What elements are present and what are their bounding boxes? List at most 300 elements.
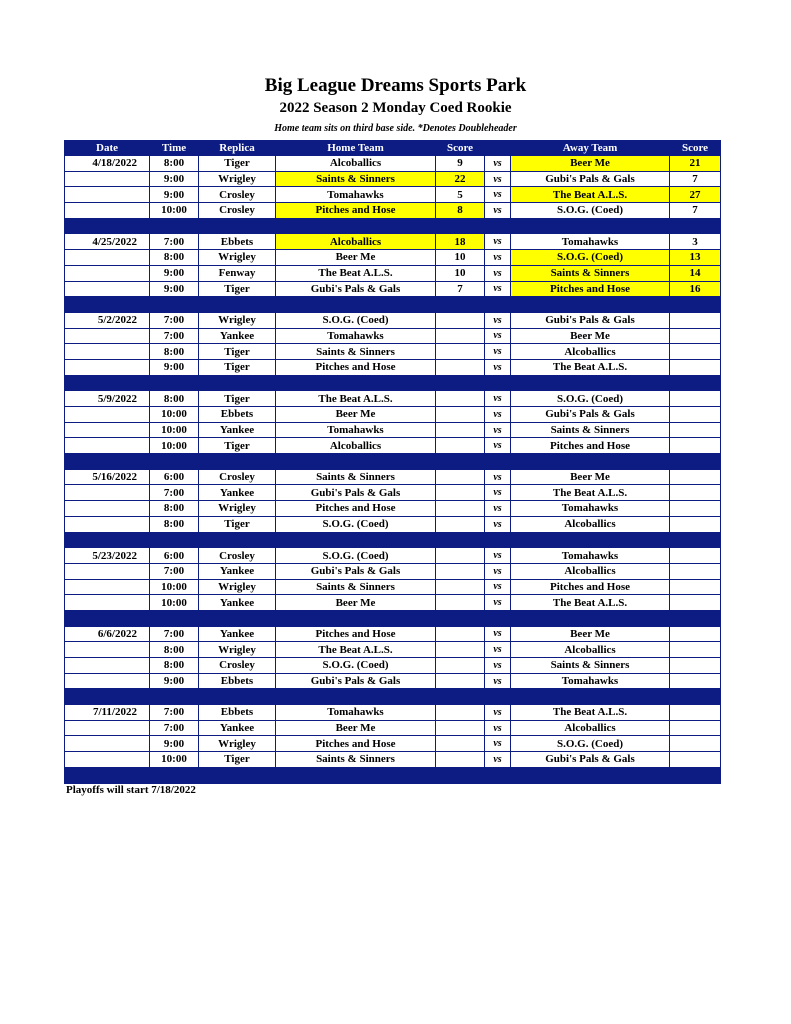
game-date: 5/9/2022 (65, 391, 150, 407)
game-time: 9:00 (150, 187, 199, 203)
separator-cell (485, 767, 511, 783)
home-score (436, 485, 485, 501)
separator-cell (485, 297, 511, 313)
away-team: Saints & Sinners (511, 658, 670, 674)
home-score: 5 (436, 187, 485, 203)
home-team: Gubi's Pals & Gals (276, 281, 436, 297)
home-team: Beer Me (276, 595, 436, 611)
away-team: Tomahawks (511, 548, 670, 564)
game-field: Wrigley (199, 501, 276, 517)
separator-cell (511, 454, 670, 470)
separator-cell (670, 767, 721, 783)
game-time: 9:00 (150, 359, 199, 375)
game-time: 9:00 (150, 736, 199, 752)
home-score (436, 563, 485, 579)
away-team: Tomahawks (511, 501, 670, 517)
home-score (436, 501, 485, 517)
table-row (65, 391, 721, 407)
away-team: Gubi's Pals & Gals (511, 171, 670, 187)
separator-cell (199, 297, 276, 313)
game-field: Fenway (199, 265, 276, 281)
game-time: 8:00 (150, 156, 199, 172)
vs-label: vs (485, 658, 511, 674)
game-date (65, 407, 150, 423)
separator-cell (199, 767, 276, 783)
away-score (670, 344, 721, 360)
game-time: 7:00 (150, 626, 199, 642)
game-field: Tiger (199, 359, 276, 375)
separator-cell (485, 375, 511, 391)
table-row (65, 736, 721, 752)
week-separator-row (65, 767, 721, 783)
away-team: The Beat A.L.S. (511, 705, 670, 721)
home-team: Saints & Sinners (276, 579, 436, 595)
home-score (436, 705, 485, 721)
game-field: Yankee (199, 422, 276, 438)
home-score (436, 752, 485, 768)
away-team: The Beat A.L.S. (511, 485, 670, 501)
home-team: Alcoballics (276, 438, 436, 454)
home-score (436, 626, 485, 642)
week-separator-row (65, 454, 721, 470)
away-score (670, 720, 721, 736)
away-team: Gubi's Pals & Gals (511, 312, 670, 328)
week-separator-row (65, 610, 721, 626)
game-time: 9:00 (150, 281, 199, 297)
separator-cell (276, 375, 436, 391)
away-team: Saints & Sinners (511, 265, 670, 281)
game-field: Crosley (199, 203, 276, 219)
separator-cell (485, 218, 511, 234)
separator-cell (670, 532, 721, 548)
separator-cell (670, 454, 721, 470)
game-date (65, 328, 150, 344)
vs-label: vs (485, 516, 511, 532)
game-date (65, 642, 150, 658)
schedule-table (64, 140, 721, 784)
game-date (65, 501, 150, 517)
separator-cell (485, 454, 511, 470)
home-team: The Beat A.L.S. (276, 642, 436, 658)
home-score (436, 422, 485, 438)
col-header-vs (485, 141, 511, 156)
away-team: The Beat A.L.S. (511, 359, 670, 375)
game-date (65, 344, 150, 360)
away-team: S.O.G. (Coed) (511, 736, 670, 752)
home-team: Pitches and Hose (276, 736, 436, 752)
home-score: 18 (436, 234, 485, 250)
away-team: Alcoballics (511, 563, 670, 579)
home-team: Alcoballics (276, 234, 436, 250)
game-time: 8:00 (150, 516, 199, 532)
col-header-replica: Replica (199, 141, 276, 156)
table-row (65, 359, 721, 375)
week-separator-row (65, 532, 721, 548)
separator-cell (436, 454, 485, 470)
table-row (65, 501, 721, 517)
home-score (436, 391, 485, 407)
col-header-home-score: Score (436, 141, 485, 156)
separator-cell (436, 689, 485, 705)
game-date (65, 187, 150, 203)
game-date (65, 281, 150, 297)
separator-cell (511, 532, 670, 548)
separator-cell (670, 218, 721, 234)
vs-label: vs (485, 312, 511, 328)
game-time: 10:00 (150, 203, 199, 219)
game-field: Wrigley (199, 312, 276, 328)
away-team: Pitches and Hose (511, 438, 670, 454)
game-time: 9:00 (150, 265, 199, 281)
game-time: 6:00 (150, 469, 199, 485)
game-field: Ebbets (199, 673, 276, 689)
separator-cell (65, 218, 150, 234)
game-time: 10:00 (150, 579, 199, 595)
home-score (436, 642, 485, 658)
away-score: 7 (670, 203, 721, 219)
away-team: Beer Me (511, 328, 670, 344)
separator-cell (511, 689, 670, 705)
away-score (670, 328, 721, 344)
game-date: 7/11/2022 (65, 705, 150, 721)
away-score (670, 485, 721, 501)
separator-cell (485, 610, 511, 626)
game-date (65, 438, 150, 454)
home-team: S.O.G. (Coed) (276, 516, 436, 532)
table-row (65, 658, 721, 674)
game-date (65, 595, 150, 611)
table-row (65, 705, 721, 721)
home-team: Pitches and Hose (276, 359, 436, 375)
separator-cell (65, 454, 150, 470)
home-team: S.O.G. (Coed) (276, 548, 436, 564)
away-score (670, 563, 721, 579)
away-team: Gubi's Pals & Gals (511, 407, 670, 423)
away-score (670, 469, 721, 485)
table-row (65, 720, 721, 736)
separator-cell (436, 532, 485, 548)
game-time: 7:00 (150, 328, 199, 344)
vs-label: vs (485, 234, 511, 250)
table-row (65, 171, 721, 187)
home-team: Saints & Sinners (276, 344, 436, 360)
away-team: Alcoballics (511, 720, 670, 736)
game-time: 8:00 (150, 344, 199, 360)
game-time: 8:00 (150, 391, 199, 407)
home-score (436, 673, 485, 689)
away-team: Gubi's Pals & Gals (511, 752, 670, 768)
game-field: Crosley (199, 469, 276, 485)
table-row (65, 187, 721, 203)
table-row (65, 595, 721, 611)
vs-label: vs (485, 595, 511, 611)
separator-cell (511, 767, 670, 783)
table-row (65, 407, 721, 423)
game-field: Ebbets (199, 407, 276, 423)
game-field: Wrigley (199, 250, 276, 266)
game-time: 10:00 (150, 752, 199, 768)
separator-cell (276, 218, 436, 234)
away-team: Beer Me (511, 469, 670, 485)
away-score (670, 705, 721, 721)
vs-label: vs (485, 548, 511, 564)
game-field: Wrigley (199, 642, 276, 658)
separator-cell (199, 689, 276, 705)
away-score (670, 407, 721, 423)
game-date (65, 563, 150, 579)
vs-label: vs (485, 626, 511, 642)
home-score (436, 579, 485, 595)
game-field: Yankee (199, 485, 276, 501)
game-time: 7:00 (150, 234, 199, 250)
separator-cell (436, 297, 485, 313)
separator-cell (150, 610, 199, 626)
col-header-away-score: Score (670, 141, 721, 156)
game-time: 7:00 (150, 485, 199, 501)
vs-label: vs (485, 281, 511, 297)
separator-cell (150, 375, 199, 391)
home-team: Tomahawks (276, 328, 436, 344)
home-score (436, 516, 485, 532)
home-team: Gubi's Pals & Gals (276, 485, 436, 501)
away-team: Alcoballics (511, 642, 670, 658)
game-date (65, 422, 150, 438)
vs-label: vs (485, 187, 511, 203)
separator-cell (199, 610, 276, 626)
game-date (65, 720, 150, 736)
table-row (65, 203, 721, 219)
game-field: Ebbets (199, 705, 276, 721)
separator-cell (150, 767, 199, 783)
separator-cell (199, 532, 276, 548)
home-score (436, 438, 485, 454)
game-date: 5/23/2022 (65, 548, 150, 564)
away-score: 13 (670, 250, 721, 266)
game-field: Tiger (199, 752, 276, 768)
table-row (65, 642, 721, 658)
separator-cell (150, 218, 199, 234)
separator-cell (150, 532, 199, 548)
away-team: Alcoballics (511, 516, 670, 532)
game-time: 6:00 (150, 548, 199, 564)
game-time: 8:00 (150, 501, 199, 517)
game-field: Tiger (199, 281, 276, 297)
table-row (65, 344, 721, 360)
home-score (436, 595, 485, 611)
vs-label: vs (485, 642, 511, 658)
home-team: Beer Me (276, 250, 436, 266)
table-row (65, 422, 721, 438)
away-team: S.O.G. (Coed) (511, 203, 670, 219)
game-date (65, 203, 150, 219)
separator-cell (670, 375, 721, 391)
away-score: 21 (670, 156, 721, 172)
game-date: 4/18/2022 (65, 156, 150, 172)
page-subtitle: 2022 Season 2 Monday Coed Rookie (279, 100, 512, 116)
vs-label: vs (485, 359, 511, 375)
vs-label: vs (485, 265, 511, 281)
game-field: Yankee (199, 626, 276, 642)
game-time: 8:00 (150, 642, 199, 658)
table-row (65, 579, 721, 595)
vs-label: vs (485, 171, 511, 187)
separator-cell (65, 689, 150, 705)
vs-label: vs (485, 720, 511, 736)
week-separator-row (65, 375, 721, 391)
away-team: Beer Me (511, 156, 670, 172)
vs-label: vs (485, 422, 511, 438)
game-date (65, 485, 150, 501)
home-team: Saints & Sinners (276, 171, 436, 187)
vs-label: vs (485, 407, 511, 423)
separator-cell (436, 610, 485, 626)
vs-label: vs (485, 563, 511, 579)
separator-cell (276, 297, 436, 313)
separator-cell (65, 532, 150, 548)
away-team: The Beat A.L.S. (511, 187, 670, 203)
home-score (436, 548, 485, 564)
separator-cell (276, 610, 436, 626)
vs-label: vs (485, 736, 511, 752)
game-date (65, 579, 150, 595)
game-field: Wrigley (199, 579, 276, 595)
away-score: 3 (670, 234, 721, 250)
away-score (670, 752, 721, 768)
home-team: Gubi's Pals & Gals (276, 563, 436, 579)
home-team: The Beat A.L.S. (276, 391, 436, 407)
game-date: 6/6/2022 (65, 626, 150, 642)
separator-cell (485, 689, 511, 705)
away-team: The Beat A.L.S. (511, 595, 670, 611)
game-date: 5/16/2022 (65, 469, 150, 485)
table-row (65, 469, 721, 485)
game-date (65, 516, 150, 532)
page-title: Big League Dreams Sports Park (264, 75, 527, 96)
away-score (670, 501, 721, 517)
separator-cell (485, 532, 511, 548)
game-field: Ebbets (199, 234, 276, 250)
footer-note: Playoffs will start 7/18/2022 (66, 784, 196, 796)
vs-label: vs (485, 501, 511, 517)
game-date (65, 736, 150, 752)
game-time: 10:00 (150, 438, 199, 454)
game-field: Tiger (199, 516, 276, 532)
home-team: Saints & Sinners (276, 752, 436, 768)
table-row (65, 626, 721, 642)
away-team: S.O.G. (Coed) (511, 250, 670, 266)
vs-label: vs (485, 391, 511, 407)
away-team: Beer Me (511, 626, 670, 642)
separator-cell (150, 454, 199, 470)
away-score (670, 359, 721, 375)
separator-cell (511, 375, 670, 391)
table-row (65, 234, 721, 250)
separator-cell (436, 218, 485, 234)
game-date: 4/25/2022 (65, 234, 150, 250)
separator-cell (276, 532, 436, 548)
separator-cell (199, 218, 276, 234)
away-team: Pitches and Hose (511, 281, 670, 297)
away-score (670, 312, 721, 328)
separator-cell (670, 610, 721, 626)
home-team: Beer Me (276, 720, 436, 736)
separator-cell (65, 767, 150, 783)
game-field: Yankee (199, 563, 276, 579)
col-header-date: Date (65, 141, 150, 156)
separator-cell (670, 689, 721, 705)
separator-cell (276, 454, 436, 470)
separator-cell (511, 297, 670, 313)
separator-cell (276, 689, 436, 705)
game-date (65, 673, 150, 689)
game-time: 9:00 (150, 673, 199, 689)
game-date (65, 752, 150, 768)
home-team: Tomahawks (276, 705, 436, 721)
home-team: Tomahawks (276, 187, 436, 203)
away-team: Tomahawks (511, 234, 670, 250)
vs-label: vs (485, 328, 511, 344)
home-score: 8 (436, 203, 485, 219)
game-date (65, 250, 150, 266)
away-team: Tomahawks (511, 673, 670, 689)
away-score (670, 626, 721, 642)
away-score (670, 422, 721, 438)
table-row (65, 673, 721, 689)
away-team: Saints & Sinners (511, 422, 670, 438)
separator-cell (65, 297, 150, 313)
table-row (65, 281, 721, 297)
away-score (670, 438, 721, 454)
game-field: Tiger (199, 344, 276, 360)
away-score: 27 (670, 187, 721, 203)
col-header-home-team: Home Team (276, 141, 436, 156)
table-header-row (65, 141, 721, 156)
table-row (65, 250, 721, 266)
home-team: Pitches and Hose (276, 501, 436, 517)
game-field: Tiger (199, 391, 276, 407)
table-row (65, 328, 721, 344)
home-team: Alcoballics (276, 156, 436, 172)
table-row (65, 265, 721, 281)
vs-label: vs (485, 469, 511, 485)
away-score (670, 579, 721, 595)
game-field: Crosley (199, 187, 276, 203)
table-row (65, 563, 721, 579)
col-header-away-team: Away Team (511, 141, 670, 156)
separator-cell (199, 375, 276, 391)
away-score (670, 548, 721, 564)
away-score (670, 658, 721, 674)
vs-label: vs (485, 250, 511, 266)
home-score (436, 720, 485, 736)
game-field: Wrigley (199, 736, 276, 752)
game-time: 10:00 (150, 422, 199, 438)
game-time: 9:00 (150, 171, 199, 187)
home-score: 10 (436, 250, 485, 266)
home-team: Beer Me (276, 407, 436, 423)
game-date (65, 265, 150, 281)
home-score: 22 (436, 171, 485, 187)
separator-cell (511, 218, 670, 234)
week-separator-row (65, 689, 721, 705)
away-score: 14 (670, 265, 721, 281)
week-separator-row (65, 218, 721, 234)
separator-cell (150, 689, 199, 705)
game-date: 5/2/2022 (65, 312, 150, 328)
home-score (436, 407, 485, 423)
separator-cell (436, 767, 485, 783)
game-field: Yankee (199, 720, 276, 736)
